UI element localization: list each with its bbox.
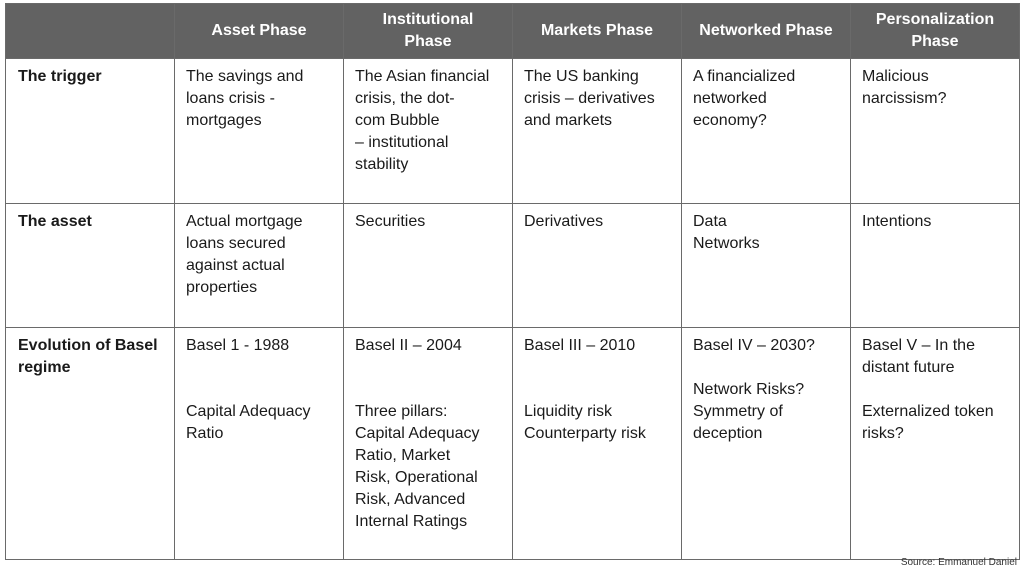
cell-basel-markets: Basel III – 2010 Liquidity risk Counterparty risk xyxy=(513,328,682,560)
header-markets-phase: Markets Phase xyxy=(513,4,682,59)
cell-basel-personalization: Basel V – In the distant future Externalized token risks? xyxy=(851,328,1020,560)
row-asset xyxy=(6,204,1020,328)
cell-trigger-asset: The savings and loans crisis - mortgages xyxy=(175,59,344,204)
cell-asset-networked: Data Networks xyxy=(682,204,851,328)
cell-asset-markets: Derivatives xyxy=(513,204,682,328)
row-label-basel: Evolution of Basel regime xyxy=(6,328,175,560)
cell-trigger-personalization: Malicious narcissism? xyxy=(851,59,1020,204)
header-networked-phase: Networked Phase xyxy=(682,4,851,59)
basel-phases-table xyxy=(5,3,1020,560)
row-label-trigger: The trigger xyxy=(6,59,175,204)
header-asset-phase: Asset Phase xyxy=(175,4,344,59)
cell-trigger-markets: The US banking crisis – derivatives and markets xyxy=(513,59,682,204)
row-label-asset: The asset xyxy=(6,204,175,328)
header-row xyxy=(6,4,1020,59)
row-basel xyxy=(6,328,1020,560)
cell-asset-institutional: Securities xyxy=(344,204,513,328)
cell-asset-personalization: Intentions xyxy=(851,204,1020,328)
header-institutional-phase: Institutional Phase xyxy=(344,4,513,59)
cell-basel-institutional: Basel II – 2004 Three pillars: Capital Adequacy Ratio, Market Risk, Operational Risk, Advanced Internal Ratings xyxy=(344,328,513,560)
cell-asset-asset: Actual mortgage loans secured against actual properties xyxy=(175,204,344,328)
header-corner xyxy=(6,4,175,59)
header-personalization-phase: Personalization Phase xyxy=(851,4,1020,59)
cell-trigger-institutional: The Asian financial crisis, the dot- com Bubble – institutional stability xyxy=(344,59,513,204)
row-trigger xyxy=(6,59,1020,204)
source-caption: Source: Emmanuel Daniel xyxy=(900,557,1017,568)
cell-trigger-networked: A financialized networked economy? xyxy=(682,59,851,204)
cell-basel-networked: Basel IV – 2030? Network Risks? Symmetry of deception xyxy=(682,328,851,560)
cell-basel-asset: Basel 1 - 1988 Capital Adequacy Ratio xyxy=(175,328,344,560)
